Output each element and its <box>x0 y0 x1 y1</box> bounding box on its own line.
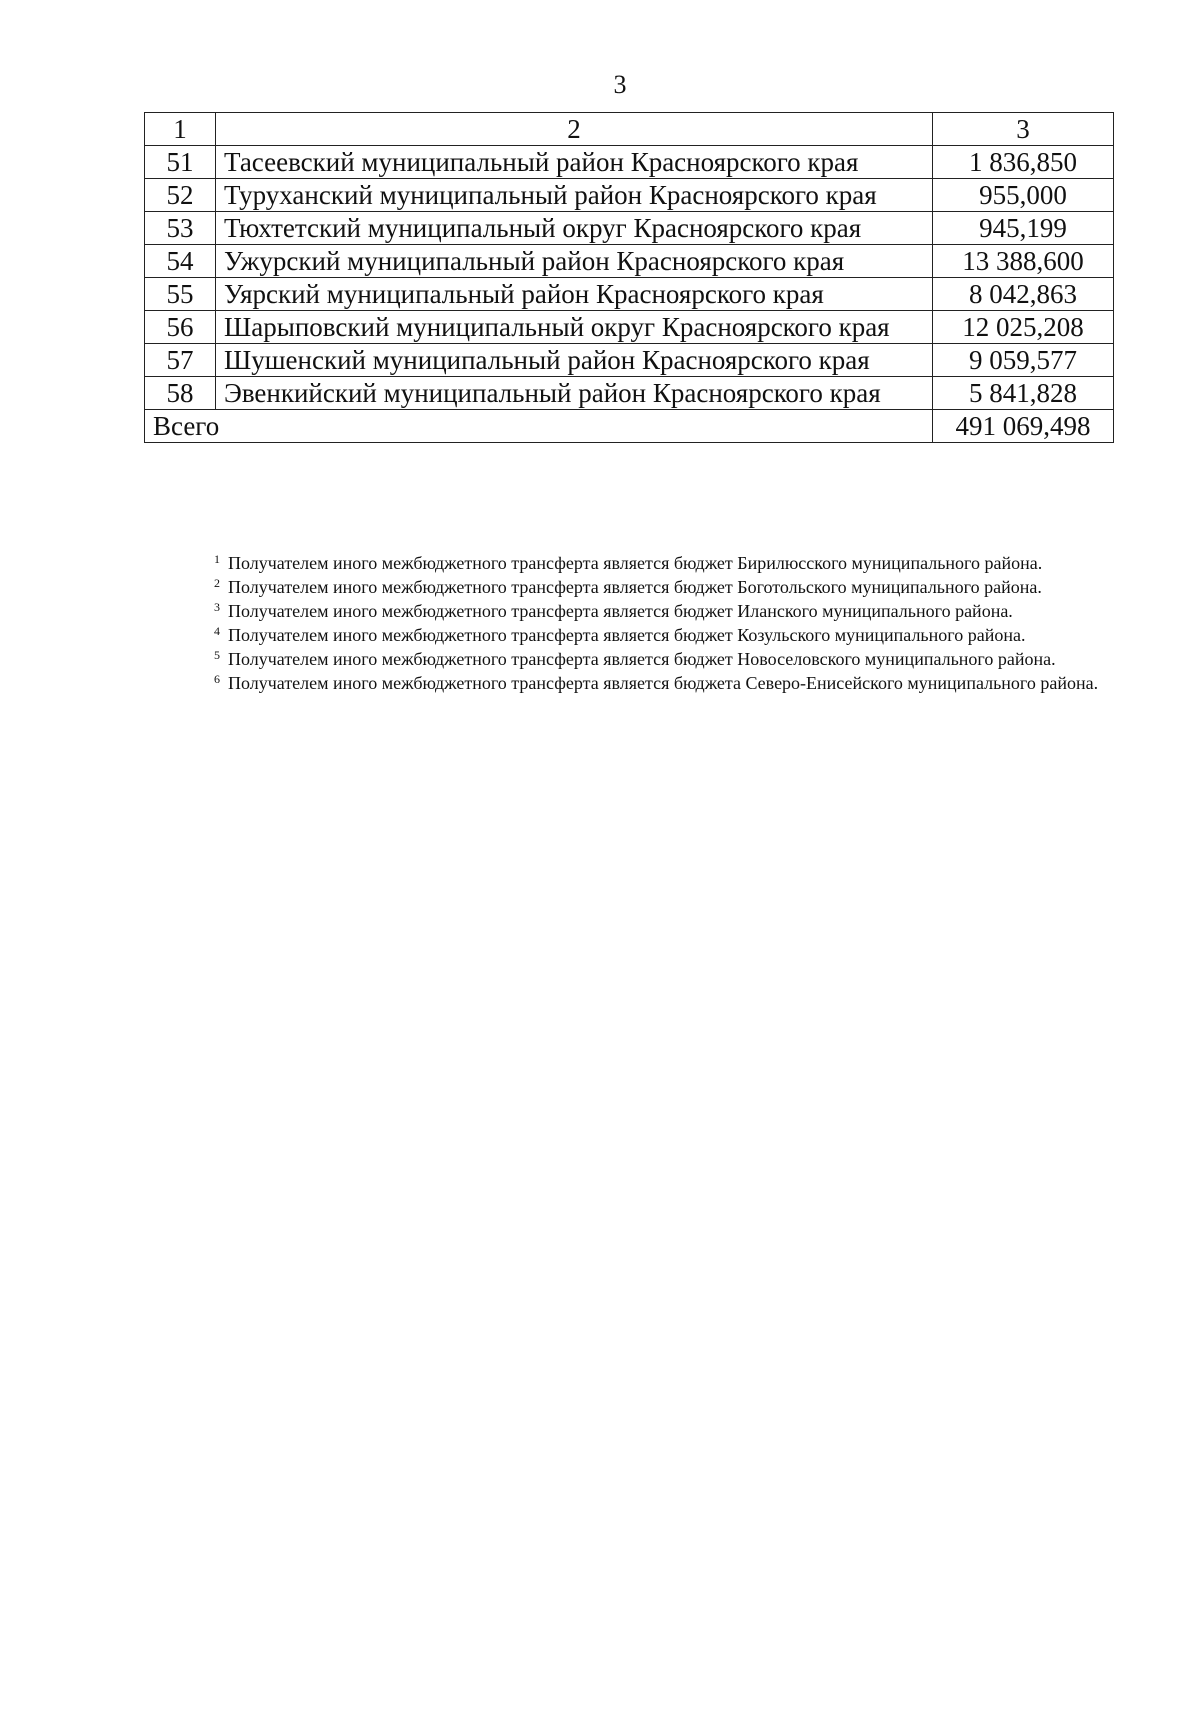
row-number: 57 <box>145 344 216 377</box>
header-cell-number: 1 <box>145 113 216 146</box>
footnote-text: Получателем иного межбюджетного трансферта является бюджет Боготольского муниципального района. <box>228 577 1042 597</box>
row-name: Ужурский муниципальный район Красноярского края <box>216 245 933 278</box>
row-value: 13 388,600 <box>933 245 1114 278</box>
table-row <box>145 212 1114 245</box>
row-value: 9 059,577 <box>933 344 1114 377</box>
row-number: 56 <box>145 311 216 344</box>
footnote-text: Получателем иного межбюджетного трансферта является бюджет Бирилюсского муниципального района. <box>228 553 1043 573</box>
header-cell-name: 2 <box>216 113 933 146</box>
footnote <box>144 552 1114 575</box>
footnote-text: Получателем иного межбюджетного трансферта является бюджет Козульского муниципального района. <box>228 625 1026 645</box>
table-row <box>145 278 1114 311</box>
footnote-text: Получателем иного межбюджетного трансферта является бюджета Северо-Енисейского муниципального района. <box>228 673 1099 693</box>
row-name: Тасеевский муниципальный район Красноярского края <box>216 146 933 179</box>
row-name: Уярский муниципальный район Красноярского края <box>216 278 933 311</box>
footnote <box>144 600 1114 623</box>
footnotes <box>144 552 1114 696</box>
footnote-text: Получателем иного межбюджетного трансферта является бюджет Иланского муниципального района. <box>228 601 1013 621</box>
row-value: 955,000 <box>933 179 1114 212</box>
row-number: 55 <box>145 278 216 311</box>
table-row <box>145 377 1114 410</box>
footnote-mark: 6 <box>214 672 220 686</box>
footnote-mark: 3 <box>214 600 220 614</box>
row-value: 1 836,850 <box>933 146 1114 179</box>
footnote <box>144 576 1114 599</box>
table-row <box>145 179 1114 212</box>
row-value: 5 841,828 <box>933 377 1114 410</box>
row-number: 53 <box>145 212 216 245</box>
footnote <box>144 624 1114 647</box>
table-row <box>145 311 1114 344</box>
row-value: 945,199 <box>933 212 1114 245</box>
table-row <box>145 146 1114 179</box>
footnote-mark: 2 <box>214 576 220 590</box>
footnote <box>144 672 1114 695</box>
row-number: 58 <box>145 377 216 410</box>
header-cell-value: 3 <box>933 113 1114 146</box>
row-number: 52 <box>145 179 216 212</box>
total-label: Всего <box>145 410 933 443</box>
row-number: 51 <box>145 146 216 179</box>
row-name: Шарыповский муниципальный округ Красноярского края <box>216 311 933 344</box>
footnote-mark: 1 <box>214 552 220 566</box>
row-name: Эвенкийский муниципальный район Красноярского края <box>216 377 933 410</box>
table-row <box>145 344 1114 377</box>
table-header-row <box>145 113 1114 146</box>
footnote <box>144 648 1114 671</box>
footnote-text: Получателем иного межбюджетного трансферта является бюджет Новоселовского муниципального района. <box>228 649 1056 669</box>
footnote-mark: 5 <box>214 648 220 662</box>
row-value: 12 025,208 <box>933 311 1114 344</box>
page-number: 3 <box>613 70 627 99</box>
row-name: Шушенский муниципальный район Красноярского края <box>216 344 933 377</box>
table-row <box>145 245 1114 278</box>
row-name: Тюхтетский муниципальный округ Красноярского края <box>216 212 933 245</box>
total-value: 491 069,498 <box>933 410 1114 443</box>
footnote-mark: 4 <box>214 624 220 638</box>
transfer-table <box>144 112 1114 443</box>
table-total-row <box>145 410 1114 443</box>
row-value: 8 042,863 <box>933 278 1114 311</box>
row-name: Туруханский муниципальный район Красноярского края <box>216 179 933 212</box>
row-number: 54 <box>145 245 216 278</box>
